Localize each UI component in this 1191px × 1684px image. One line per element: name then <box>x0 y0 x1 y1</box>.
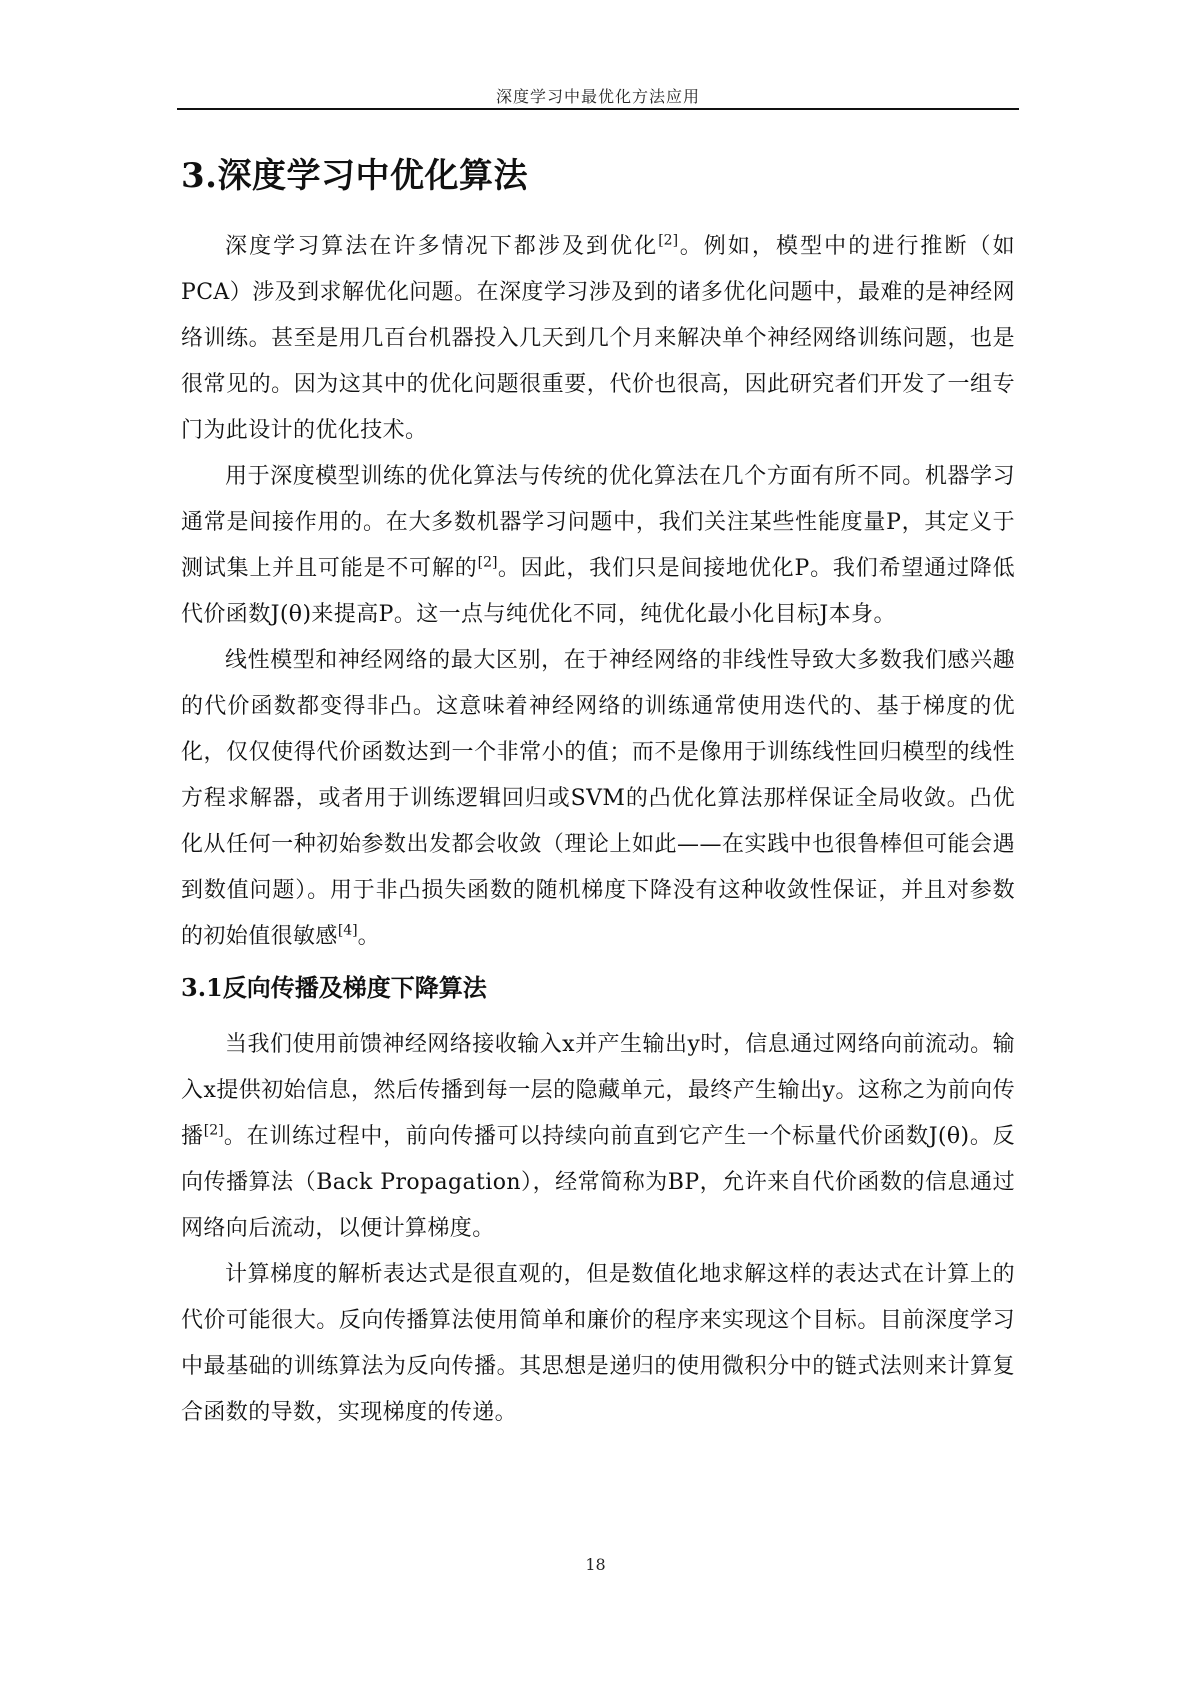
paragraph-text: 线性模型和神经网络的最大区别，在于神经网络的非线性导致大多数我们感兴趣的代价函数都变得非凸。这意味着神经网络的训练通常使用迭代的、基于梯度的优化，仅仅使得代价函数达到一个非常小的值；而不是像用于训练线性回归模型的线性方程求解器，或者用于训练逻辑回归或SVM的凸优化算法那样保证全局收敛。凸优化从任何一种初始参数出发都会收敛（理论上如此——在实践中也很鲁棒但可能会遇到数值问题）。用于非凸损失函数的随机梯度下降没有这种收敛性保证，并且对参数的初始值很敏感 <box>181 648 1015 949</box>
header-rule <box>177 108 1019 110</box>
page-body <box>181 150 1015 1436</box>
paragraph-text: 。因此，我们只是间接地优化P。我们希望通过降低代价函数J(θ)来提高P。这一点与纯优化不同，纯优化最小化目标J本身。 <box>181 556 1016 627</box>
paragraph-text: 。例如，模型中的进行推断（如PCA）涉及到求解优化问题。在深度学习涉及到的诸多优化问题中，最难的是神经网络训练。甚至是用几百台机器投入几天到几个月来解决单个神经网络训练问题，也是很常见的。因为这其中的优化问题很重要，代价也很高，因此研究者们开发了一组专门为此设计的优化技术。 <box>181 234 1016 443</box>
paragraph-text: 。 <box>357 924 381 949</box>
citation: [2] <box>477 554 498 571</box>
paragraph-forward-propagation <box>181 1022 1015 1252</box>
paragraph-text: 深度学习算法在许多情况下都涉及到优化 <box>225 234 659 259</box>
paragraph-text: 当我们使用前馈神经网络接收输入x并产生输出y时，信息通过网络向前流动。输入x提供初始信息，然后传播到每一层的隐藏单元，最终产生输出y。这称之为前向传播 <box>181 1032 1015 1149</box>
paragraph-nonconvex <box>181 638 1015 960</box>
paragraph-text: 计算梯度的解析表达式是很直观的，但是数值化地求解这样的表达式在计算上的代价可能很大。反向传播算法使用简单和廉价的程序来实现这个目标。目前深度学习中最基础的训练算法为反向传播。其思想是递归的使用微积分中的链式法则来计算复合函数的导数，实现梯度的传递。 <box>181 1262 1015 1425</box>
paragraph-optimization-intro <box>181 224 1015 454</box>
paragraph-text: 用于深度模型训练的优化算法与传统的优化算法在几个方面有所不同。机器学习通常是间接作用的。在大多数机器学习问题中，我们关注某些性能度量P，其定义于测试集上并且可能是不可解的 <box>181 464 1015 581</box>
paragraph-backpropagation <box>181 1252 1015 1436</box>
paragraph-text: 。在训练过程中，前向传播可以持续向前直到它产生一个标量代价函数J(θ)。反向传播算法（Back Propagation），经常简称为BP，允许来自代价函数的信息通过网络向后流动，以便计算梯度。 <box>181 1124 1015 1241</box>
chapter-title: 3.深度学习中优化算法 <box>181 156 528 196</box>
citation: [2] <box>203 1122 224 1139</box>
citation: [2] <box>658 232 679 249</box>
page-number: 18 <box>585 1555 606 1574</box>
paragraph-indirect-optimization <box>181 454 1015 638</box>
running-header: 深度学习中最优化方法应用 <box>495 87 700 106</box>
citation: [4] <box>337 922 358 939</box>
section-title: 3.1反向传播及梯度下降算法 <box>181 973 487 1002</box>
